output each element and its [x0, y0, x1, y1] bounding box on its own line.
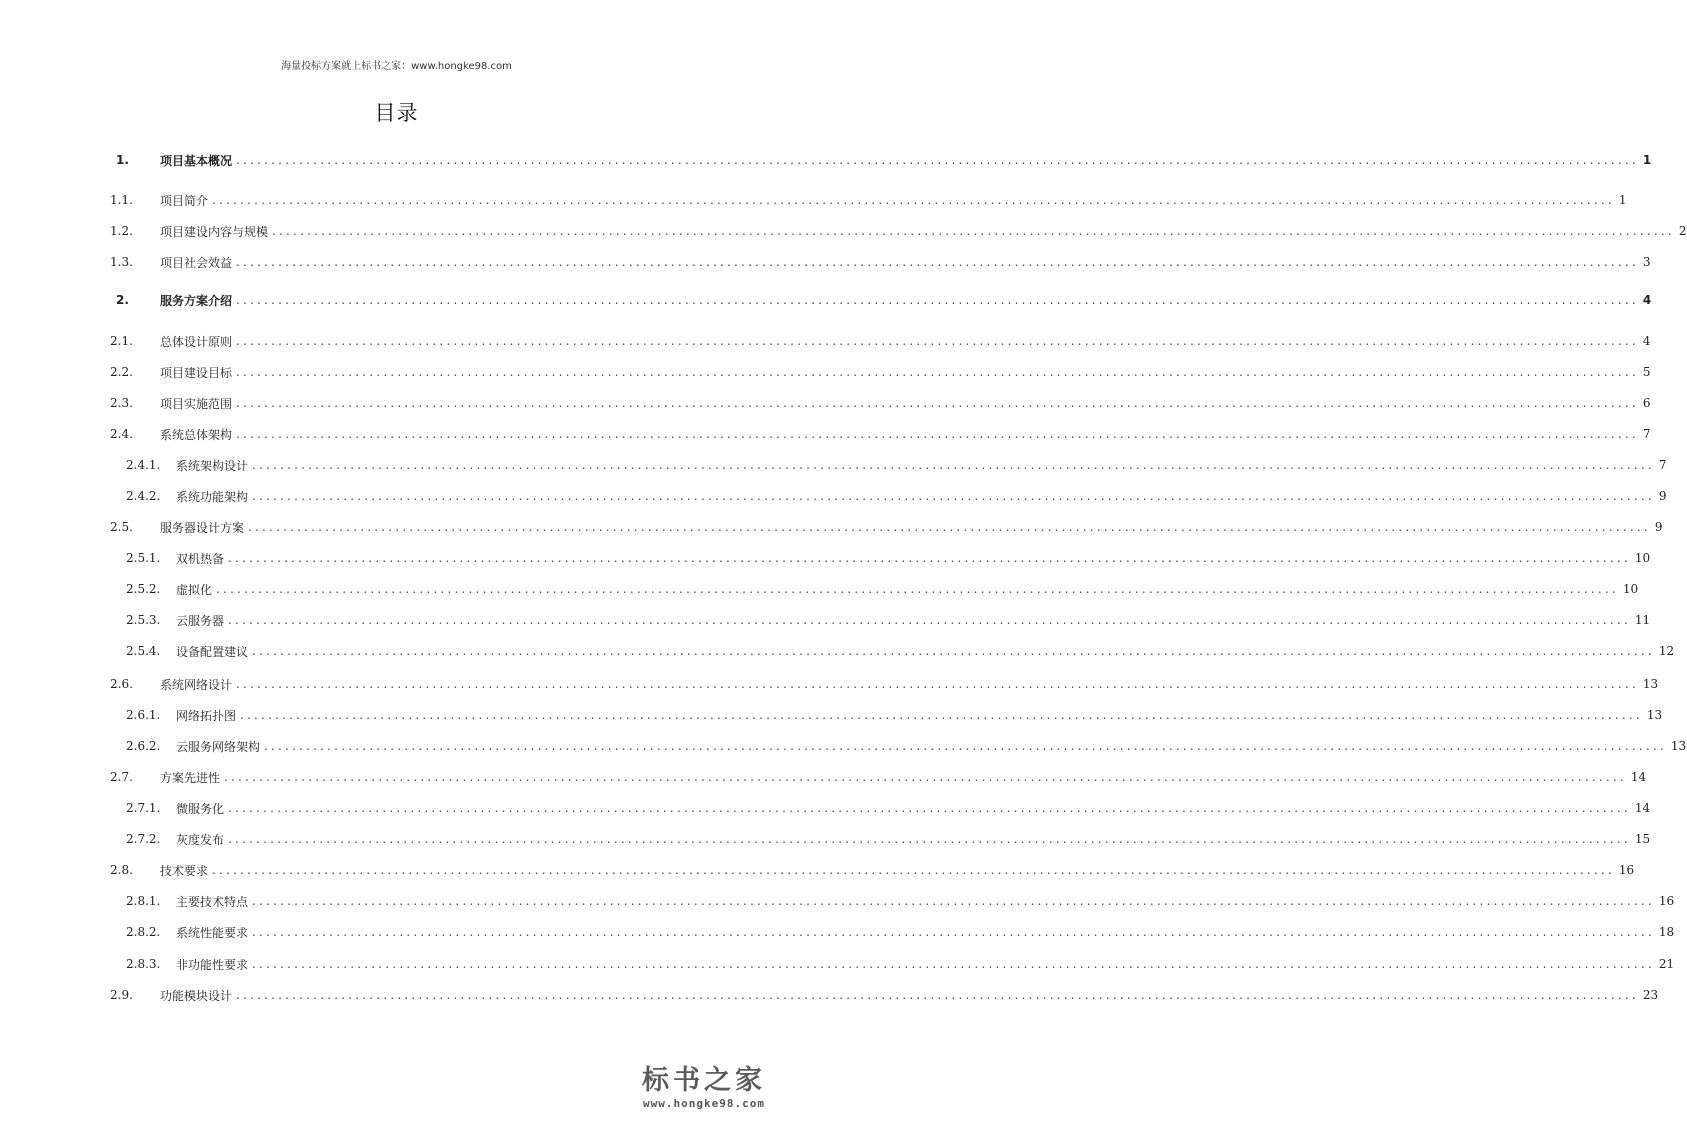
toc-entry[interactable]: [110, 362, 1651, 382]
toc-entry[interactable]: [110, 674, 1659, 694]
toc-entry-title: 项目实施范围: [160, 396, 233, 411]
toc-entry-title: 项目建设目标: [160, 365, 233, 380]
toc-entry-page: 10: [1634, 551, 1651, 565]
toc-entry[interactable]: [110, 548, 1651, 568]
toc-entry-page: 23: [1642, 988, 1659, 1002]
toc-entry-page: 16: [1658, 894, 1675, 908]
toc-entry-number: 2.5.4.: [126, 644, 161, 658]
toc-entry-title: 系统网络设计: [160, 677, 233, 692]
toc-dot-leader: ........................................................................................................................................................................................................: [236, 255, 1639, 269]
toc-entry[interactable]: [110, 610, 1651, 630]
toc-entry[interactable]: [110, 290, 1652, 310]
toc-dot-leader: ........................................................................................................................................................................................................: [252, 489, 1655, 503]
toc-dot-leader: ........................................................................................................................................................................................................: [272, 224, 1675, 238]
toc-entry-page: 21: [1658, 957, 1675, 971]
toc-entry-number: 2.4.2.: [126, 489, 161, 503]
toc-entry[interactable]: [110, 579, 1639, 599]
toc-entry-title: 设备配置建议: [176, 644, 249, 659]
toc-entry-number: 2.8.3.: [126, 957, 161, 971]
toc-entry[interactable]: [110, 985, 1659, 1005]
toc-dot-leader: ........................................................................................................................................................................................................: [252, 957, 1655, 971]
toc-entry[interactable]: [110, 705, 1663, 725]
toc-entry-page: 5: [1642, 365, 1651, 379]
page-header: 海量投标方案就上标书之家：www.hongke98.com: [281, 61, 512, 72]
toc-entry-title: 双机热备: [176, 551, 225, 566]
toc-entry-page: 4: [1642, 293, 1652, 307]
toc-entry-number: 2.5.: [110, 520, 133, 534]
toc-entry[interactable]: [110, 736, 1687, 756]
toc-entry-number: 2.8.1.: [126, 894, 161, 908]
toc-entry-page: 13: [1646, 708, 1663, 722]
toc-entry[interactable]: [110, 455, 1667, 475]
toc-entry-title: 项目简介: [160, 193, 209, 208]
toc-dot-leader: ........................................................................................................................................................................................................: [228, 613, 1631, 627]
toc-entry[interactable]: [110, 891, 1675, 911]
toc-entry[interactable]: [110, 829, 1651, 849]
toc-dot-leader: ........................................................................................................................................................................................................: [216, 582, 1619, 596]
toc-entry[interactable]: [110, 393, 1651, 413]
toc-entry-page: 9: [1654, 520, 1663, 534]
toc-entry[interactable]: [110, 798, 1651, 818]
toc-entry[interactable]: [110, 641, 1675, 661]
toc-entry-page: 9: [1658, 489, 1667, 503]
toc-entry-page: 16: [1618, 863, 1635, 877]
toc-entry-page: 11: [1634, 613, 1651, 627]
toc-dot-leader: ........................................................................................................................................................................................................: [236, 293, 1639, 307]
toc-dot-leader: ........................................................................................................................................................................................................: [248, 520, 1651, 534]
toc-entry[interactable]: [110, 517, 1663, 537]
toc-entry-title: 方案先进性: [160, 770, 221, 785]
toc-entry-number: 2.7.2.: [126, 832, 161, 846]
toc-dot-leader: ........................................................................................................................................................................................................: [228, 801, 1631, 815]
toc-entry-page: 1: [1618, 193, 1627, 207]
toc-entry[interactable]: [110, 331, 1651, 351]
toc-entry-title: 微服务化: [176, 801, 225, 816]
toc-entry-number: 2.5.1.: [126, 551, 161, 565]
toc-entry-page: 6: [1642, 396, 1651, 410]
toc-entry[interactable]: [110, 190, 1627, 210]
toc-dot-leader: ........................................................................................................................................................................................................: [212, 863, 1615, 877]
toc-entry-number: 2.2.: [110, 365, 133, 379]
toc-entry-number: 2.7.: [110, 770, 133, 784]
toc-dot-leader: ........................................................................................................................................................................................................: [212, 193, 1615, 207]
toc-dot-leader: ........................................................................................................................................................................................................: [236, 427, 1639, 441]
toc-entry[interactable]: [110, 486, 1667, 506]
toc-entry-number: 2.1.: [110, 334, 133, 348]
toc-entry-number: 2.4.: [110, 427, 133, 441]
toc-dot-leader: ........................................................................................................................................................................................................: [240, 708, 1643, 722]
watermark-url: www.hongke98.com: [643, 1097, 765, 1110]
toc-entry[interactable]: [110, 252, 1651, 272]
toc-entry-page: 1: [1642, 153, 1652, 167]
toc-entry-number: 2.3.: [110, 396, 133, 410]
toc-entry-number: 2.6.2.: [126, 739, 161, 753]
toc-entry-number: 1.1.: [110, 193, 133, 207]
watermark-logo: [629, 1065, 779, 1110]
toc-entry[interactable]: [110, 150, 1652, 170]
toc-entry-number: 2.6.: [110, 677, 133, 691]
toc-entry-number: 2.8.2.: [126, 925, 161, 939]
toc-entry-title: 非功能性要求: [176, 957, 249, 972]
watermark-brand: 标书之家: [642, 1065, 766, 1096]
toc-entry-title: 项目社会效益: [160, 255, 233, 270]
toc-dot-leader: ........................................................................................................................................................................................................: [236, 677, 1639, 691]
toc-dot-leader: ........................................................................................................................................................................................................: [228, 551, 1631, 565]
toc-dot-leader: ........................................................................................................................................................................................................: [228, 832, 1631, 846]
toc-entry-title: 服务方案介绍: [160, 293, 233, 308]
toc-entry-page: 13: [1642, 677, 1659, 691]
toc-entry[interactable]: [110, 424, 1651, 444]
toc-entry-number: 1.2.: [110, 224, 133, 238]
toc-entry-title: 总体设计原则: [160, 334, 233, 349]
toc-entry-title: 灰度发布: [176, 832, 225, 847]
toc-entry-page: 3: [1642, 255, 1651, 269]
toc-entry-page: 12: [1658, 644, 1675, 658]
toc-entry-number: 2.7.1.: [126, 801, 161, 815]
toc-entry-number: 2.9.: [110, 988, 133, 1002]
toc-entry-title: 项目基本概况: [160, 153, 233, 168]
toc-entry-title: 系统架构设计: [176, 458, 249, 473]
toc-entry-title: 系统性能要求: [176, 925, 249, 940]
page-title: 目录: [374, 101, 419, 125]
toc-entry-page: 10: [1622, 582, 1639, 596]
toc-dot-leader: ........................................................................................................................................................................................................: [236, 396, 1639, 410]
toc-dot-leader: ........................................................................................................................................................................................................: [252, 458, 1655, 472]
toc-dot-leader: ........................................................................................................................................................................................................: [236, 365, 1639, 379]
toc-dot-leader: ........................................................................................................................................................................................................: [252, 644, 1655, 658]
toc-entry-number: 1.: [116, 153, 129, 167]
toc-entry-title: 项目建设内容与规模: [160, 224, 269, 239]
toc-entry-title: 服务器设计方案: [160, 520, 245, 535]
toc-entry-page: 14: [1630, 770, 1647, 784]
toc-entry-number: 2.6.1.: [126, 708, 161, 722]
toc-entry-page: 13: [1670, 739, 1687, 753]
toc-entry-number: 2.4.1.: [126, 458, 161, 472]
toc-entry-number: 1.3.: [110, 255, 133, 269]
toc-entry-number: 2.5.3.: [126, 613, 161, 627]
toc-entry[interactable]: [110, 860, 1635, 880]
toc-entry-page: 7: [1658, 458, 1667, 472]
toc-entry-title: 虚拟化: [176, 582, 213, 597]
toc-entry[interactable]: [110, 221, 1687, 241]
toc-entry-page: 2: [1678, 224, 1687, 238]
toc-entry-title: 云服务器: [176, 613, 225, 628]
toc-entry-title: 系统功能架构: [176, 489, 249, 504]
toc-entry-title: 系统总体架构: [160, 427, 233, 442]
toc-dot-leader: ........................................................................................................................................................................................................: [252, 925, 1655, 939]
toc-entry[interactable]: [110, 767, 1647, 787]
toc-dot-leader: ........................................................................................................................................................................................................: [236, 988, 1639, 1002]
toc-entry-number: 2.5.2.: [126, 582, 161, 596]
toc-entry-title: 网络拓扑图: [176, 708, 237, 723]
toc-dot-leader: ........................................................................................................................................................................................................: [224, 770, 1627, 784]
toc-entry[interactable]: [110, 922, 1675, 942]
toc-entry-page: 18: [1658, 925, 1675, 939]
toc-dot-leader: ........................................................................................................................................................................................................: [252, 894, 1655, 908]
toc-dot-leader: ........................................................................................................................................................................................................: [236, 153, 1639, 167]
toc-entry-title: 云服务网络架构: [176, 739, 261, 754]
toc-entry-page: 4: [1642, 334, 1651, 348]
toc-entry-page: 7: [1642, 427, 1651, 441]
toc-entry-title: 功能模块设计: [160, 988, 233, 1003]
toc-entry-page: 14: [1634, 801, 1651, 815]
toc-entry-number: 2.8.: [110, 863, 133, 877]
toc-entry-title: 主要技术特点: [176, 894, 249, 909]
toc-entry-number: 2.: [116, 293, 129, 307]
toc-entry-page: 15: [1634, 832, 1651, 846]
toc-entry-title: 技术要求: [160, 863, 209, 878]
toc-dot-leader: ........................................................................................................................................................................................................: [236, 334, 1639, 348]
toc-dot-leader: ........................................................................................................................................................................................................: [264, 739, 1667, 753]
toc-entry[interactable]: [110, 954, 1675, 974]
